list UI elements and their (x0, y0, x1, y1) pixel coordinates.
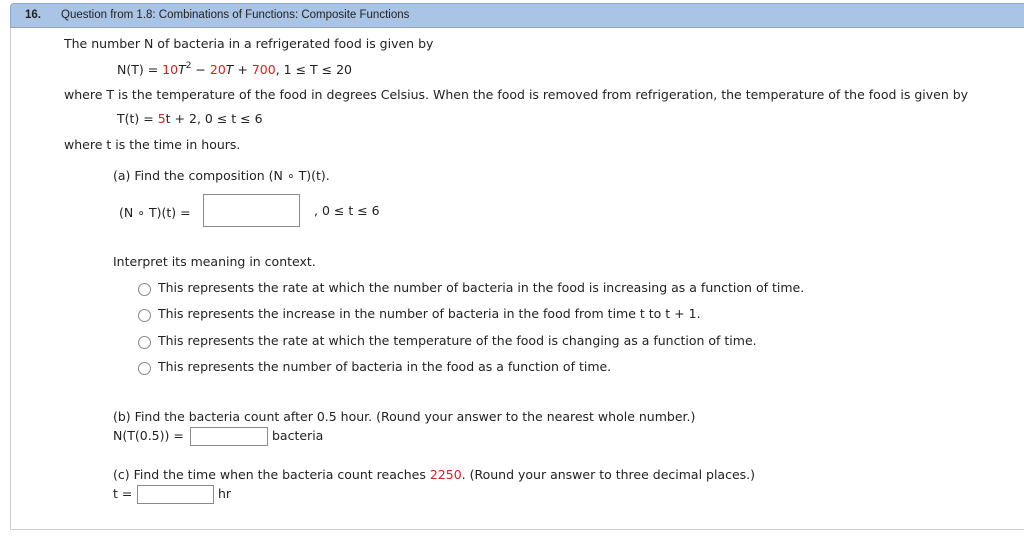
part-c-prompt-pre: (c) Find the time when the bacteria count reaches (113, 467, 430, 482)
part-b-answer-input[interactable] (190, 427, 268, 446)
intro-line-2: where T is the temperature of the food in degrees Celsius. When the food is removed from refrigeration, the temperature of the food is given by (64, 87, 969, 102)
part-c-answer-input[interactable] (137, 485, 214, 504)
n-plus: + (233, 62, 252, 77)
t-eq-rest: t + 2, 0 ≤ t ≤ 6 (165, 111, 263, 126)
intro-line-1: The number N of bacteria in a refrigerated food is given by (64, 36, 434, 51)
part-c-unit: hr (218, 486, 232, 501)
question-header (10, 3, 1024, 28)
n-minus: − (191, 62, 210, 77)
part-b-unit: bacteria (272, 428, 324, 443)
part-c-prompt-post: . (Round your answer to three decimal places.) (461, 467, 756, 482)
part-c-prompt (113, 467, 755, 483)
option-radio-2[interactable] (138, 309, 151, 322)
question-title: Question from 1.8: Combinations of Functions: Composite Functions (61, 9, 410, 21)
question-number: 16. (25, 9, 41, 21)
option-radio-4[interactable] (138, 362, 151, 375)
option-label-1[interactable]: This represents the rate at which the number of bacteria in the food is increasing as a function of time. (158, 280, 805, 295)
part-a-interpret-label: Interpret its meaning in context. (113, 254, 316, 269)
option-radio-1[interactable] (138, 283, 151, 296)
n-constant: 700 (251, 62, 276, 77)
n-equation (117, 62, 352, 78)
intro-line-3: where t is the time in hours. (64, 137, 241, 152)
t-eq-lhs: T(t) = (117, 111, 158, 126)
n-var-2: T (225, 62, 234, 77)
n-var-1: T (178, 62, 186, 77)
t-coef: 5 (157, 111, 166, 126)
part-a-prompt: (a) Find the composition (N ∘ T)(t). (113, 168, 330, 183)
part-b-lhs: N(T(0.5)) = (113, 428, 184, 443)
part-a-answer-input[interactable] (203, 194, 300, 227)
part-a-domain: , 0 ≤ t ≤ 6 (314, 203, 380, 218)
n-exponent: 2 (185, 61, 192, 71)
part-b-prompt: (b) Find the bacteria count after 0.5 hour. (Round your answer to the nearest whole number.) (113, 409, 696, 424)
n-domain: , 1 ≤ T ≤ 20 (275, 62, 352, 77)
part-c-lhs: t = (113, 486, 133, 501)
n-eq-lhs: N(T) = (117, 62, 163, 77)
option-radio-3[interactable] (138, 336, 151, 349)
option-label-2[interactable]: This represents the increase in the number of bacteria in the food from time t to t + 1. (158, 306, 701, 321)
t-equation (117, 111, 263, 127)
n-coef-1: 10 (162, 62, 179, 77)
option-label-4[interactable]: This represents the number of bacteria in the food as a function of time. (158, 359, 612, 374)
part-c-count: 2250 (429, 467, 462, 482)
n-coef-2: 20 (209, 62, 226, 77)
question-panel (10, 28, 1024, 530)
part-a-lhs: (N ∘ T)(t) = (119, 205, 191, 220)
option-label-3[interactable]: This represents the rate at which the temperature of the food is changing as a function of time. (158, 333, 757, 348)
